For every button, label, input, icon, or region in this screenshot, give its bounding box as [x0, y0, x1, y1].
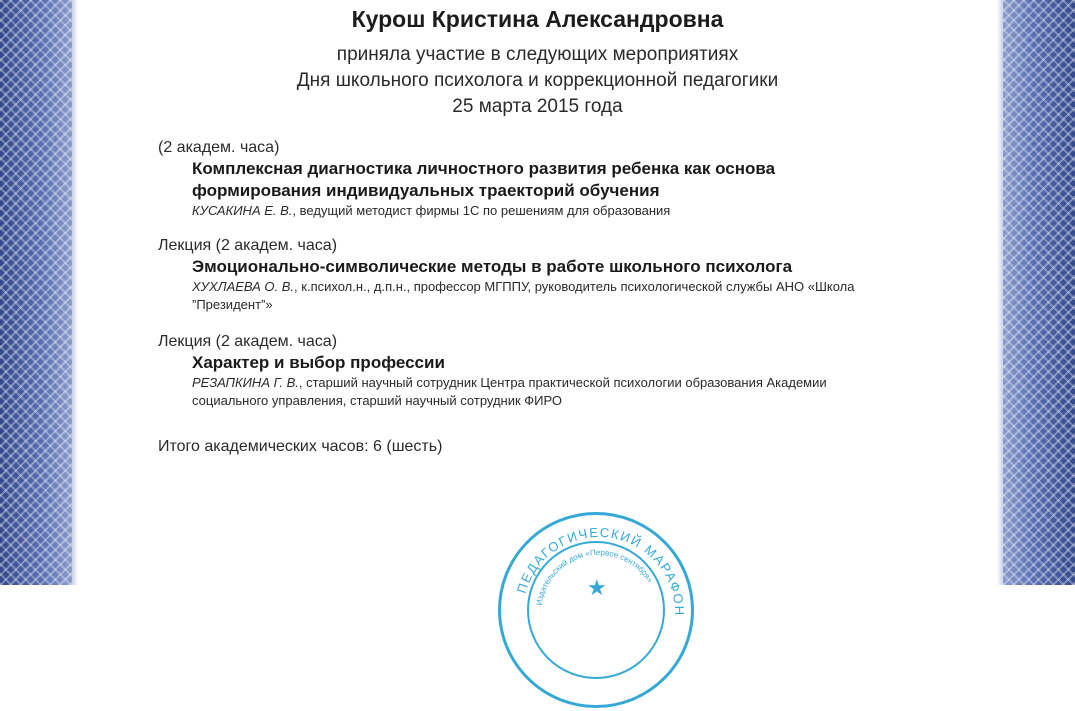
stamp-outer-text: ПЕДАГОГИЧЕСКИЙ МАРАФОН [513, 524, 688, 617]
lecturer-name: КУСАКИНА Е. В. [192, 203, 293, 218]
lecturer-info: , ведущий методист фирмы 1С по решениям для образования [292, 203, 671, 218]
event-type: Лекция (2 академ. часа) [158, 333, 338, 350]
stamp-inner-text: Издательский дом «Первое сентября» [534, 547, 655, 607]
lecturer-name: РЕЗАПКИНА Г. В. [192, 375, 299, 390]
official-stamp [498, 512, 694, 708]
event-lecturer [192, 278, 912, 296]
event-title-line1: Характер и выбор профессии [192, 353, 445, 372]
event-name: Дня школьного психолога и коррекционной педагогики [296, 70, 779, 91]
lecturer-info-continued: ”Президент”» [192, 297, 273, 312]
event-type: Лекция (2 академ. часа) [158, 237, 338, 254]
total-hours: Итого академических часов: 6 (шесть) [158, 438, 443, 455]
recipient-name: Курош Кристина Александровна [351, 6, 724, 32]
event-item-2 [158, 236, 918, 314]
event-date: 25 марта 2015 года [452, 96, 623, 117]
event-title-line1: Эмоционально-символические методы в работе школьного психолога [192, 257, 793, 276]
event-lecturer [192, 202, 912, 220]
lecturer-info: , к.психол.н., д.п.н., профессор МГППУ, руководитель психологической службы АНО «Школа [294, 279, 855, 294]
lecturer-info: , старший научный сотрудник Центра практической психологии образования Академии [298, 375, 827, 390]
event-item-1 [158, 138, 918, 220]
star-icon: ★ [587, 575, 607, 600]
event-title-line1: Комплексная диагностика личностного развития ребенка как основа [192, 159, 776, 178]
event-item-3 [158, 332, 918, 410]
stamp-text-ring [501, 515, 697, 711]
lecturer-info-continued: социального управления, старший научный сотрудник ФИРО [192, 393, 563, 408]
event-title-line2: формирования индивидуальных траекторий обучения [192, 181, 660, 200]
participation-text: приняла участие в следующих мероприятиях [336, 44, 739, 65]
event-type: (2 академ. часа) [158, 139, 280, 156]
event-lecturer [192, 374, 912, 392]
lecturer-name: ХУХЛАЕВА О. В. [192, 279, 295, 294]
